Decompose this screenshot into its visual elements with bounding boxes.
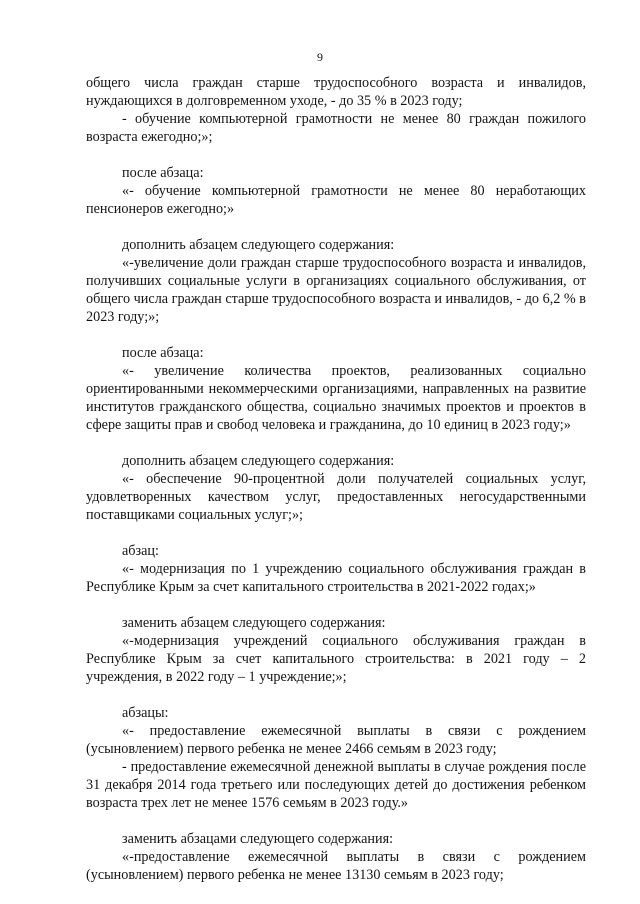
paragraph: после абзаца: xyxy=(122,345,204,361)
paragraph: «-увеличение доли граждан старше трудоспособного возраста и инвалидов, получивших социальные услуги в организациях социального обслуживания, от общего числа граждан старше трудоспособного возраста и инвалидов, - до 6,2 % в 2023 году;»; xyxy=(86,255,586,325)
paragraph-spacer xyxy=(86,596,586,614)
paragraph: - предоставление ежемесячной денежной выплаты в случае рождения после 31 декабря 2014 года третьего или последующих детей до достижения ребенком возраста трех лет не менее 1576 семьям в 2023 году.» xyxy=(86,759,586,811)
paragraph-spacer xyxy=(86,434,586,452)
paragraph: после абзаца: xyxy=(122,165,204,181)
paragraph: «- модернизация по 1 учреждению социального обслуживания граждан в Республике Крым за счет капитального строительства в 2021-2022 годах;» xyxy=(86,561,586,595)
paragraph: заменить абзацем следующего содержания: xyxy=(122,615,386,631)
paragraph-spacer xyxy=(86,326,586,344)
paragraph: дополнить абзацем следующего содержания: xyxy=(122,453,395,469)
paragraph: «-предоставление ежемесячной выплаты в связи с рождением (усыновлением) первого ребенка не менее 13130 семьям в 2023 году; xyxy=(86,849,586,883)
paragraph: абзацы: xyxy=(122,705,169,721)
paragraph-spacer xyxy=(86,146,586,164)
paragraph: «- обеспечение 90-процентной доли получателей социальных услуг, удовлетворенных качеством услуг, предоставленных негосударственными поставщиками социальных услуг;»; xyxy=(86,471,586,523)
document-body xyxy=(86,74,586,884)
paragraph-spacer xyxy=(86,686,586,704)
paragraph: «- обучение компьютерной грамотности не менее 80 неработающих пенсионеров ежегодно;» xyxy=(86,183,586,217)
paragraph: абзац: xyxy=(122,543,159,559)
paragraph: заменить абзацами следующего содержания: xyxy=(122,831,394,847)
paragraph: - обучение компьютерной грамотности не менее 80 граждан пожилого возраста ежегодно;»; xyxy=(86,111,586,145)
page-number: 9 xyxy=(317,50,323,64)
paragraph: «-модернизация учреждений социального обслуживания граждан в Республике Крым за счет капитального строительства: в 2021 году – 2 учреждения, в 2022 году – 1 учреждение;»; xyxy=(86,633,586,685)
paragraph-spacer xyxy=(86,524,586,542)
paragraph-spacer xyxy=(86,812,586,830)
paragraph: общего числа граждан старше трудоспособного возраста и инвалидов, нуждающихся в долговременном уходе, - до 35 % в 2023 году; xyxy=(86,75,586,109)
paragraph: «- увеличение количества проектов, реализованных социально ориентированными некоммерческими организациями, направленных на развитие институтов гражданского общества, социально значимых проектов и проектов в сфере защиты прав и свобод человека и гражданина, до 10 единиц в 2023 году;» xyxy=(86,363,586,433)
paragraph-spacer xyxy=(86,218,586,236)
paragraph: дополнить абзацем следующего содержания: xyxy=(122,237,395,253)
paragraph: «- предоставление ежемесячной выплаты в связи с рождением (усыновлением) первого ребенка не менее 2466 семьям в 2023 году; xyxy=(86,723,586,757)
